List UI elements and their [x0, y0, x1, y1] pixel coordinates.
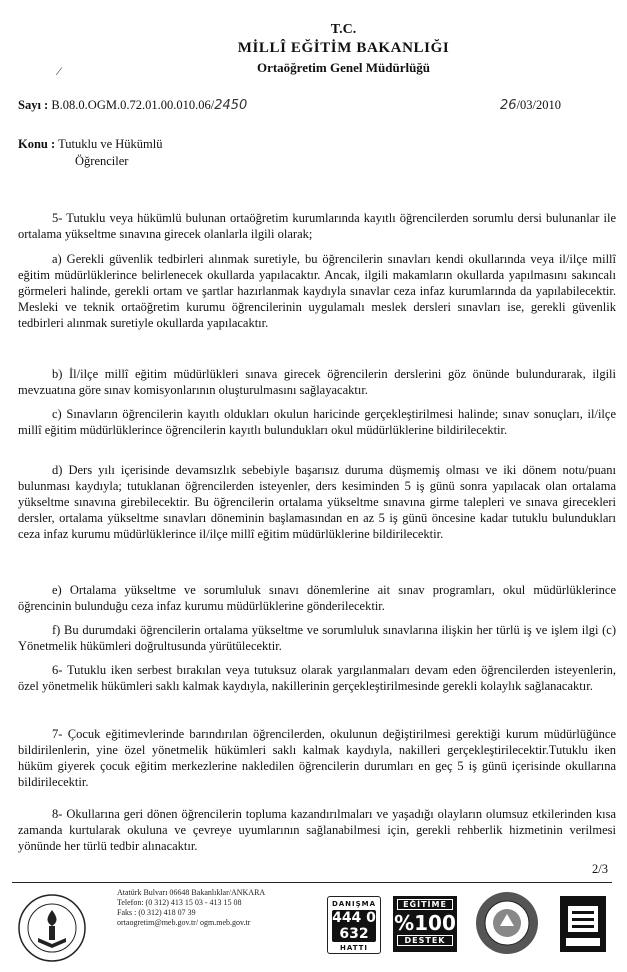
- hotline-badge: DANIŞMA 444 0 632 HATTI: [327, 896, 381, 954]
- header-ministry: MİLLÎ EĞİTİM BAKANLIĞI: [237, 40, 450, 56]
- paragraph-d: d) Ders yılı içerisinde devamsızlık sebebiyle başarısız duruma düşmemiş olması ve iki dönem notu/puanı bulunması kaydıyla; tutuklanan öğrencilerden isteyenler, ders kesiminden 5 iş günü sonra yapılacak olan ortalama yükseltme sınavına girebilecektir. Bu öğrencilerin ortalama yükseltme sınavına girme talepleri ve sınava girecekleri dersler, ortalama yükseltme sınavları döneminin başlamasından en az 5 iş günü öncesine kadar tutuklu bulundukları ceza infaz kurumu müdürlüklerince il/ilçe millî eğitim müdürlüklerine bildirilecektir.: [18, 463, 616, 542]
- paragraph-a: a) Gerekli güvenlik tedbirleri alınmak suretiyle, bu öğrencilerin sınavları kendi okullarında veya il/ilçe millî eğitim müdürlüklerince belirlenecek okullarda yapılacaktır. Ancak, ilgili makamların okullarda yapılmasını sakıncalı görmeleri halinde, gerekli ortam ve şartlar hazırlanmak kaydıyla sınavlar ceza infaz kurumlarında da yapılabilecektir. Mesleki ve teknik ortaöğretim kurumu öğrencilerinin uygulamalı meslek dersleri sınavları ise, gerekli güvenlik tedbirleri alınmak suretiyle okullarda yapılacaktır.: [18, 252, 616, 331]
- sayi-handwritten: 2450: [214, 98, 248, 113]
- document-date: [500, 98, 561, 113]
- paragraph-7: 7- Çocuk eğitimevlerinde barındırılan öğrencilerden, okulunun değiştirilmesi gerektiği kurum müdürlüğünce bildirilenlerin, yine özel yönetmelik hükümleri saklı kalmak kaydıyla, nakilleri gerçekleştirilecektir.Tutuklu iken hüküm giyerek çocuk eğitim merkezlerine nakledilen öğrencilerin durumları en geç 5 iş günü içerisinde okullarına bildirilecektir.: [18, 727, 616, 790]
- footer-web[interactable]: ortaogretim@meb.gov.tr/ ogm.meb.gov.tr: [117, 918, 251, 927]
- header-tc: T.C.: [330, 22, 357, 37]
- date-handwritten: 26: [500, 98, 517, 113]
- konu-label: Konu :: [18, 137, 56, 151]
- header-directorate: Ortaöğretim Genel Müdürlüğü: [256, 60, 431, 75]
- subject: [18, 137, 163, 152]
- sayi-label: Sayı :: [18, 98, 49, 112]
- footer-address: Atatürk Bulvarı 06648 Bakanlıklar/ANKARA: [117, 888, 266, 897]
- education-support-badge: EĞİTİME %100 DESTEK: [393, 896, 457, 952]
- page-number: 2/3: [592, 862, 608, 876]
- paragraph-b: b) İl/ilçe millî eğitim müdürlükleri sınava girecek öğrencilerin derslerini göz önünde bulundurarak, ilgili mevzuatına göre sınav komisyonlarının oluşturulmasını sağlayacaktır.: [18, 367, 616, 398]
- footer-contact: [117, 888, 265, 928]
- footer-phone: Telefon: (0 312) 413 15 03 - 413 15 08: [117, 898, 242, 907]
- pen-mark-icon: ⁄: [58, 64, 61, 78]
- footer-fax: Faks : (0 312) 418 07 39: [117, 908, 196, 917]
- round-seal-icon: [474, 890, 540, 956]
- sayi-value: B.08.0.OGM.0.72.01.00.010.06/: [51, 98, 215, 112]
- konu-line2: Öğrenciler: [75, 154, 129, 168]
- konu-line1: Tutuklu ve Hükümlü: [58, 137, 163, 151]
- book-logo-icon: [558, 894, 608, 954]
- date-printed: /03/2010: [516, 98, 561, 112]
- reference-number: [18, 98, 247, 113]
- ministry-logo-icon: [16, 892, 88, 964]
- paragraph-e: e) Ortalama yükseltme ve sorumluluk sınavı dönemlerine ait sınav programları, okul müdürlüklerince öğrencinin bulunduğu ceza infaz kurumu müdürlüklerine gönderilecektir.: [18, 583, 616, 614]
- paragraph-6: 6- Tutuklu iken serbest bırakılan veya tutuksuz olarak yargılanmaları devam eden öğrencilerden isteyenlerin, özel yönetmelik hükümleri saklı kalmak kaydıyla, nakillerinin gerçekleştirilmesinde gerekli kolaylık sağlanacaktır.: [18, 663, 616, 694]
- paragraph-5: 5- Tutuklu veya hükümlü bulunan ortaöğretim kurumlarında kayıtlı öğrencilerden sorumlu dersi bulunanlar ile ortalama yükseltme sınavına girecek olanlarla ilgili olarak;: [18, 211, 616, 242]
- paragraph-c: c) Sınavların öğrencilerin kayıtlı oldukları okulun haricinde gerçekleştirilmesi halinde; sınav sonuçları, il/ilçe millî eğitim müdürlüklerince öğrencilerin kayıtlı bulundukları okul müdürlüklerine bildirilecektir.: [18, 407, 616, 438]
- footer-divider: [12, 882, 612, 883]
- paragraph-f: f) Bu durumdaki öğrencilerin ortalama yükseltme ve sorumluluk sınavlarına ilişkin her türlü iş ve işlem ilgi (c) Yönetmelik hükümleri doğrultusunda yürütülecektir.: [18, 623, 616, 654]
- paragraph-8: 8- Okullarına geri dönen öğrencilerin topluma kazandırılmaları ve yaşadığı olayların olumsuz etkilerinden kısa zamanda kurtularak okuluna ve çevreye uyumlarının sağlanabilmesi için, gerekli rehberlik hizmetinin verilmesi yönünde her türlü tedbir alınacaktır.: [18, 807, 616, 854]
